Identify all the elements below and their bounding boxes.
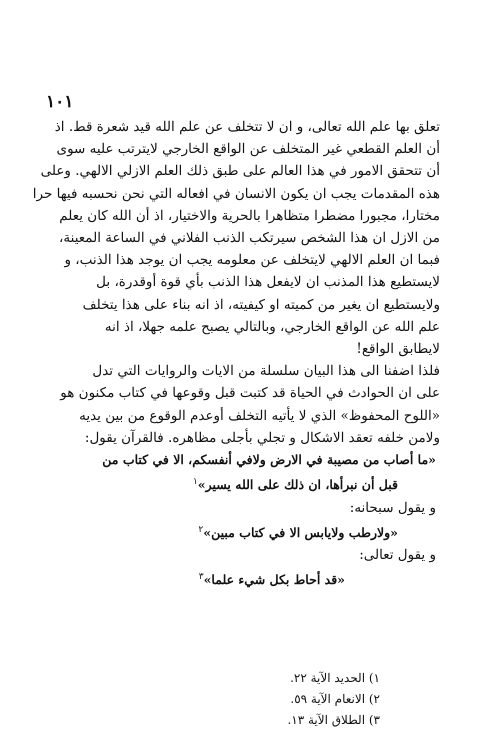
text-line: علم الله عن الواقع الخارجي، وبالتالي يصبح علمه جهلا، اذ انه xyxy=(104,318,440,335)
text-line: «اللوح المحفوظ» الذي لا يأتيه التخلف أوعدم الوقوع من بين يديه xyxy=(79,407,440,424)
footnote-ref: ٢ xyxy=(198,524,204,535)
body-text xyxy=(32,116,440,592)
text-line: ولايستطيع ان يغير من كميته او كيفيته، اذ انه بناء على هذا يتخلف xyxy=(82,296,440,313)
quran-quote-3 xyxy=(40,566,440,591)
quote-text: قبل أن نبرأها، ان ذلك على الله يسير» xyxy=(197,477,398,493)
footnote-ref: ١ xyxy=(192,477,198,488)
quote-text: «ولارطب ولايابس الا في كتاب مبين» xyxy=(203,524,398,540)
footnotes xyxy=(40,668,440,731)
text-line: هذه المقدمات يجب ان يكون الانسان في افعاله التي نحن نحسبه فيها حرا xyxy=(32,185,440,202)
text-line: لايستطيع هذا المذنب ان لايفعل هذا الذنب بأي قوة أوقدرة، بل xyxy=(96,274,440,291)
footnote-ref: ٣ xyxy=(198,572,204,583)
text-line: فبما ان العلم الالهي لايتخلف عن معلومه يجب ان يوجد هذا الذنب، و xyxy=(64,252,440,269)
page-number: ١٠١ xyxy=(46,92,74,112)
text-line: لايطابق الواقع! xyxy=(356,341,440,358)
quote-text: «قد أحاط بكل شيء علما» xyxy=(203,572,345,588)
quran-quote-1-line-1: «ما أصاب من مصيبة في الارض ولافي أنفسكم، الا في كتاب من xyxy=(102,452,436,468)
quran-quote-2 xyxy=(40,519,440,544)
footnote-2: ٢) الانعام الآية ٥٩. xyxy=(290,692,380,706)
footnote-3: ٣) الطلاق الآية ١٣. xyxy=(287,713,380,727)
text-line: أن العلم القطعي غير المتخلف عن الواقع الخارجي لايترتب عليه سوى xyxy=(56,141,440,158)
footnote-1: ١) الحديد الآية ٢٢. xyxy=(290,671,380,685)
text-line: على ان الحوادث في الحياة قد كتبت قبل وقوعها في كتاب مكنون هو xyxy=(60,385,440,402)
intro-line-1: و يقول سبحانه: xyxy=(349,499,436,516)
paragraph-2 xyxy=(40,360,440,449)
text-line: ولامن خلفه تعقد الاشكال و تجلي بأجلى مظاهره. فالقرآن يقول: xyxy=(84,429,440,446)
intro-line-2: و يقول تعالى: xyxy=(359,547,436,564)
text-line: أن تتحقق الامور في هذا العالم على طبق ذلك العلم الازلي الالهي. وعلى xyxy=(40,163,440,180)
paragraph-1 xyxy=(32,116,440,360)
text-line: تعلق بها علم الله تعالى، و ان لا تتخلف عن علم الله قيد شعرة قط. اذ xyxy=(54,119,440,135)
quran-quote-1-line-2 xyxy=(40,471,440,496)
text-line: مختارا، مجبورا مضطرا متظاهرا بالحرية والاختيار، اذ أن الله كان يعلم xyxy=(59,207,440,224)
text-line: من الازل ان هذا الشخص سيرتكب الذنب الفلاني في الساعة المعينة، xyxy=(59,230,440,247)
text-line: فلذا اضفنا الى هذا البيان سلسلة من الايات والروايات التي تدل xyxy=(92,363,440,380)
